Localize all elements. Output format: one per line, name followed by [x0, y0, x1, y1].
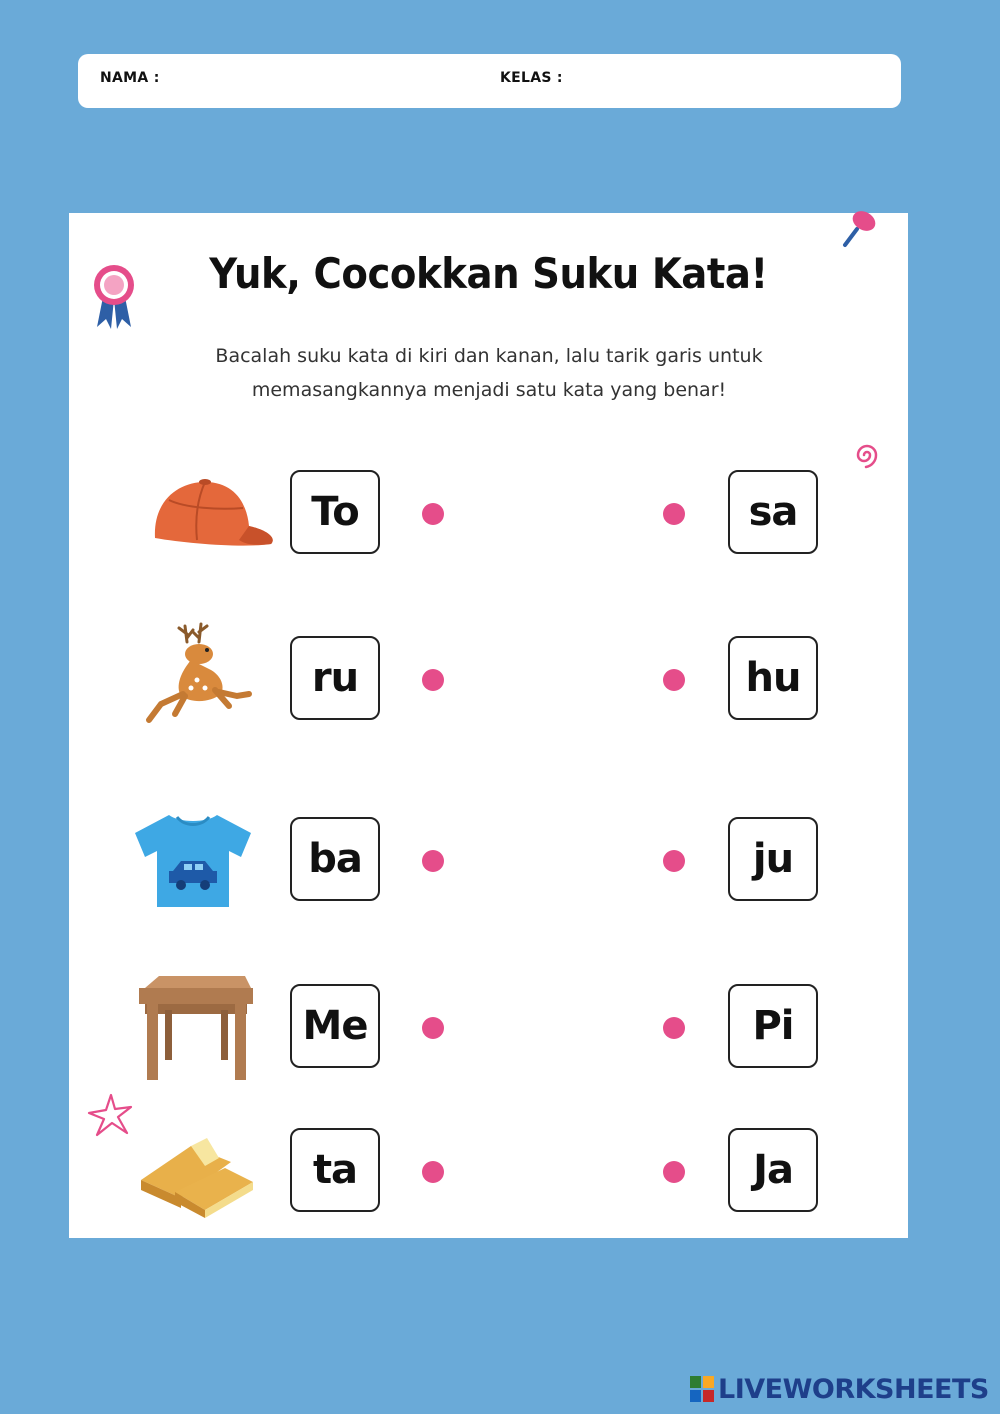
right-dot[interactable] — [663, 669, 685, 691]
watermark-text: LIVEWORKSHEETS — [718, 1373, 989, 1405]
liveworksheets-logo-icon — [690, 1376, 714, 1402]
class-label: KELAS : — [500, 70, 563, 86]
syllable-left[interactable]: To — [290, 470, 380, 554]
left-dot[interactable] — [422, 669, 444, 691]
syllable-left[interactable]: Me — [290, 984, 380, 1068]
match-row — [69, 636, 908, 726]
syllable-left[interactable]: ta — [290, 1128, 380, 1212]
pushpin-icon — [837, 207, 881, 249]
worksheet-title: Yuk, Cocokkan Suku Kata! — [209, 249, 768, 298]
spiral-icon — [849, 439, 885, 471]
liveworksheets-watermark — [690, 1372, 989, 1406]
deer-icon — [141, 616, 271, 736]
left-dot[interactable] — [422, 850, 444, 872]
syllable-left[interactable]: ba — [290, 817, 380, 901]
syllable-right[interactable]: Ja — [728, 1128, 818, 1212]
syllable-left[interactable]: ru — [290, 636, 380, 720]
worksheet-card — [69, 213, 908, 1238]
match-row — [69, 817, 908, 907]
syllable-right[interactable]: Pi — [728, 984, 818, 1068]
instruction-line-1: Bacalah suku kata di kiri dan kanan, lalu tarik garis untuk — [215, 345, 763, 367]
syllable-right[interactable]: ju — [728, 817, 818, 901]
tshirt-icon — [129, 807, 259, 917]
match-row — [69, 984, 908, 1074]
right-dot[interactable] — [663, 1161, 685, 1183]
right-dot[interactable] — [663, 1017, 685, 1039]
match-row — [69, 1128, 908, 1218]
instruction-text — [189, 339, 789, 407]
left-dot[interactable] — [422, 1161, 444, 1183]
right-dot[interactable] — [663, 850, 685, 872]
tofu-icon — [135, 1118, 265, 1228]
syllable-right[interactable]: sa — [728, 470, 818, 554]
match-row — [69, 470, 908, 560]
left-dot[interactable] — [422, 503, 444, 525]
cap-icon — [149, 460, 279, 570]
name-label: NAMA : — [100, 70, 160, 86]
left-dot[interactable] — [422, 1017, 444, 1039]
right-dot[interactable] — [663, 503, 685, 525]
student-info-bar — [78, 54, 901, 108]
table-icon — [131, 970, 261, 1088]
instruction-line-2: memasangkannya menjadi satu kata yang benar! — [251, 379, 727, 401]
syllable-right[interactable]: hu — [728, 636, 818, 720]
